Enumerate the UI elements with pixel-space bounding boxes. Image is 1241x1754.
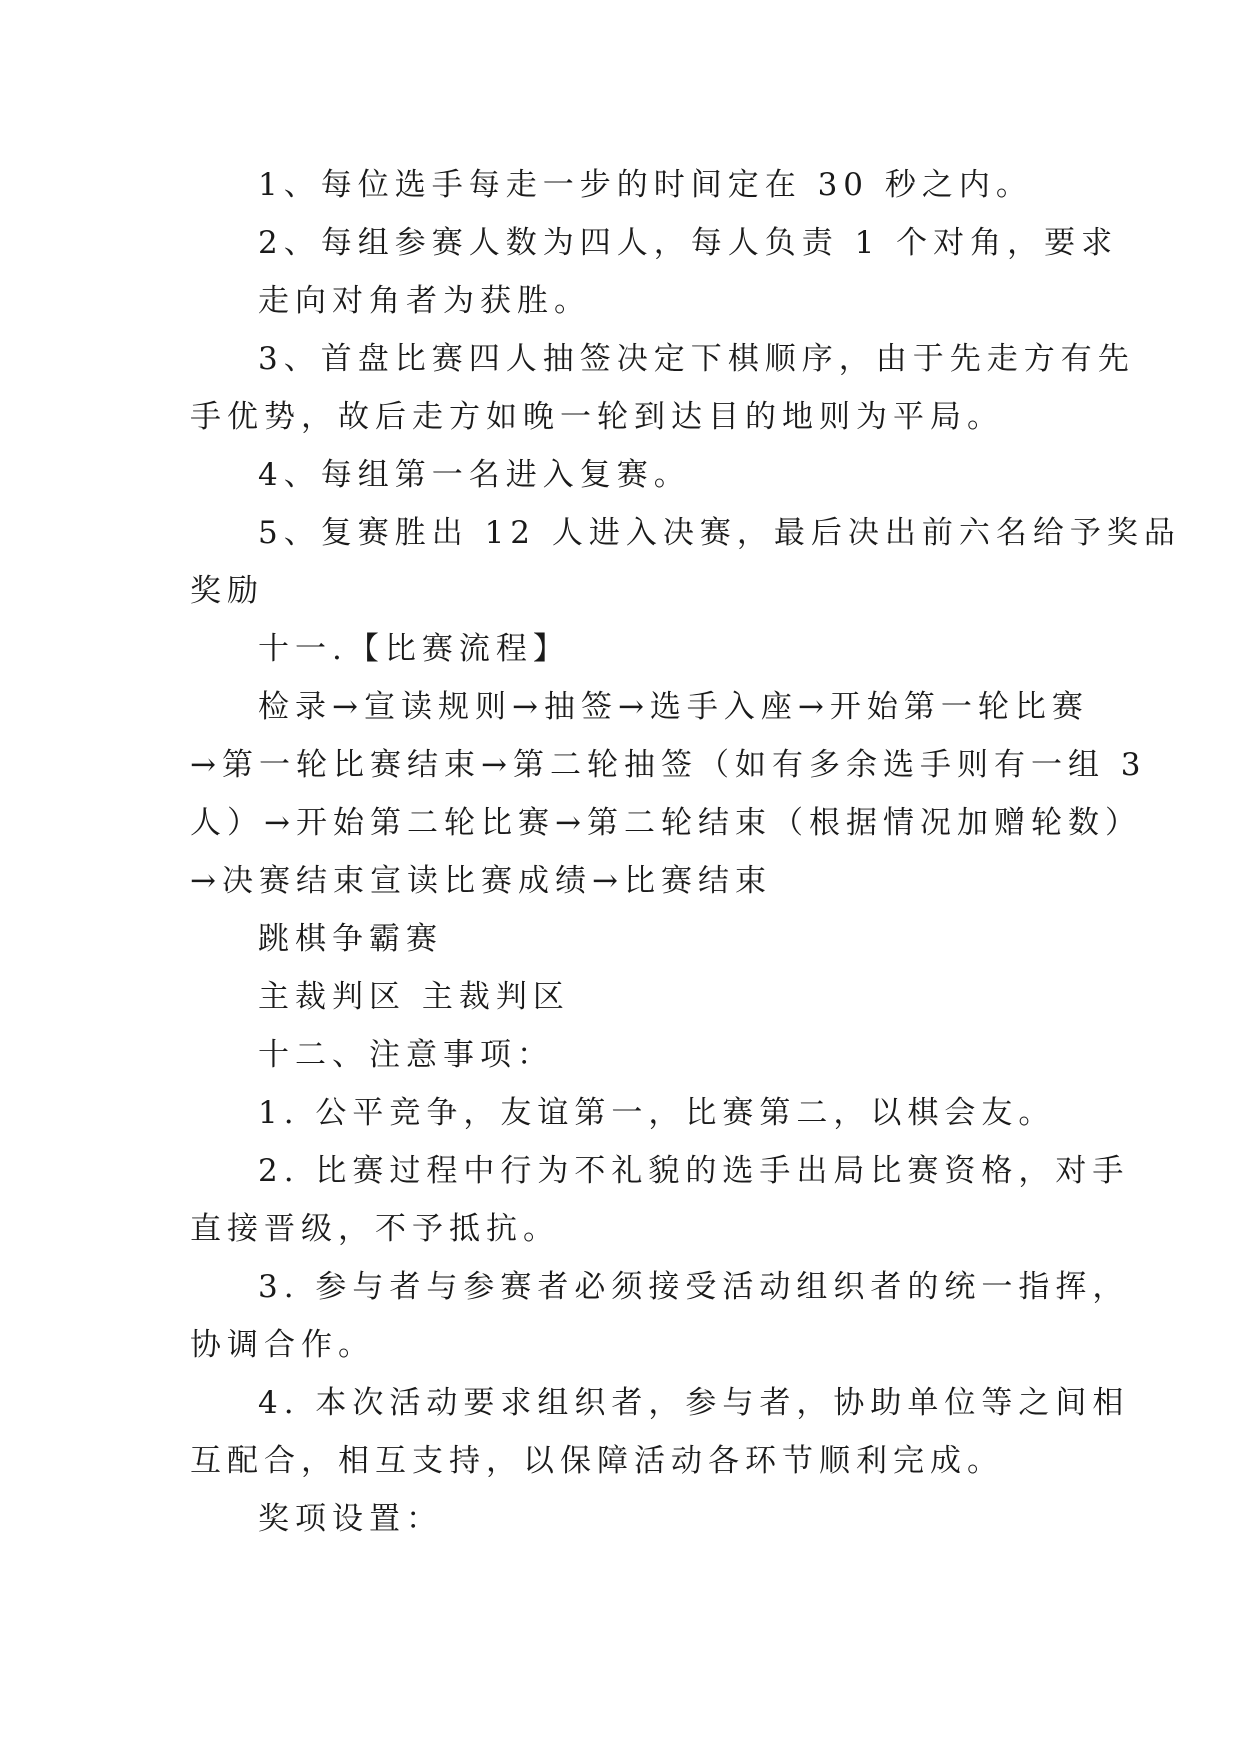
note-3-continuation: 协调合作。 — [190, 1327, 375, 1363]
note-2: 2. 比赛过程中行为不礼貌的选手出局比赛资格，对手 — [258, 1153, 1130, 1189]
note-1: 1. 公平竞争，友谊第一，比赛第二，以棋会友。 — [258, 1095, 1056, 1131]
note-2-continuation: 直接晋级，不予抵抗。 — [190, 1211, 560, 1247]
flow-line-2: →第一轮比赛结束→第二轮抽签（如有多余选手则有一组 3 — [190, 747, 1147, 783]
section-12-heading: 十二、注意事项： — [258, 1037, 554, 1073]
awards-heading: 奖项设置： — [258, 1501, 443, 1537]
note-4: 4. 本次活动要求组织者，参与者，协助单位等之间相 — [258, 1385, 1130, 1421]
rule-1-time-limit: 1、每位选手每走一步的时间定在 30 秒之内。 — [258, 167, 1033, 203]
flow-line-1: 检录→宣读规则→抽签→选手入座→开始第一轮比赛 — [258, 689, 1089, 725]
rule-3-continuation: 手优势，故后走方如晚一轮到达目的地则为平局。 — [190, 399, 1004, 435]
flow-line-3: 人）→开始第二轮比赛→第二轮结束（根据情况加赠轮数） — [190, 805, 1142, 841]
rule-4-advance: 4、每组第一名进入复赛。 — [258, 457, 691, 493]
rule-2-players-per-group: 2、每组参赛人数为四人，每人负责 1 个对角，要求 — [258, 225, 1119, 261]
referee-area: 主裁判区 主裁判区 — [258, 979, 570, 1015]
section-11-heading: 十一.【比赛流程】 — [258, 631, 570, 667]
note-4-continuation: 互配合，相互支持，以保障活动各环节顺利完成。 — [190, 1443, 1004, 1479]
note-3: 3. 参与者与参赛者必须接受活动组织者的统一指挥， — [258, 1269, 1130, 1305]
rule-2-continuation: 走向对角者为获胜。 — [258, 283, 591, 319]
rule-5-continuation: 奖励 — [190, 573, 264, 609]
flow-line-4: →决赛结束宣读比赛成绩→比赛结束 — [190, 863, 772, 899]
event-name: 跳棋争霸赛 — [258, 921, 443, 957]
rule-3-draw-order: 3、首盘比赛四人抽签决定下棋顺序，由于先走方有先 — [258, 341, 1135, 377]
rule-5-finals: 5、复赛胜出 12 人进入决赛，最后决出前六名给予奖品 — [258, 515, 1181, 551]
